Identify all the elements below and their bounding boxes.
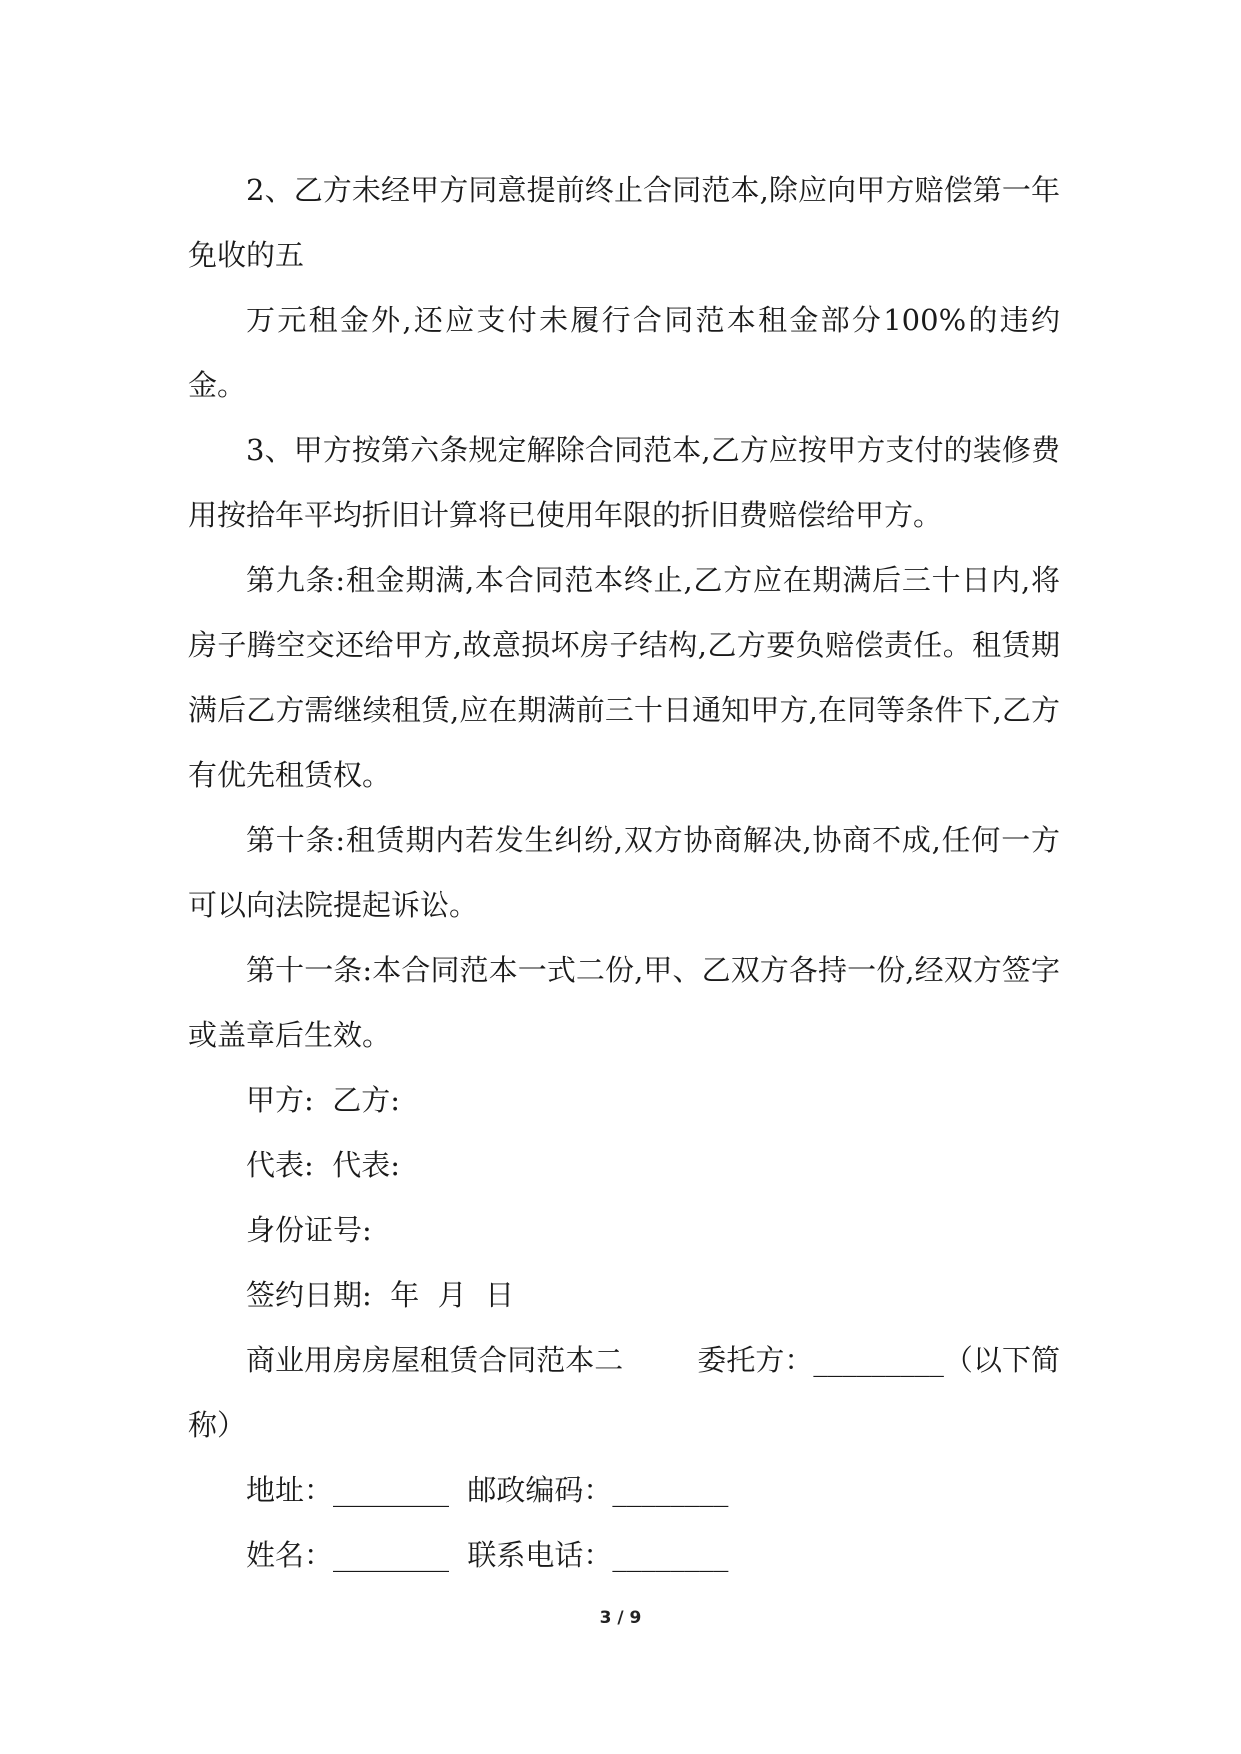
sign-date-line: 签约日期: 年 月 日 <box>246 1278 515 1312</box>
sign-parties-line: 甲方: 乙方: <box>246 1083 400 1117</box>
sign-id-number-line: 身份证号: <box>246 1213 372 1247</box>
address-postcode-line: 地址：________ 邮政编码：________ <box>246 1473 729 1507</box>
page-number: 3 / 9 <box>599 1608 642 1628</box>
document-body <box>188 158 1060 1588</box>
sign-representatives-line: 代表: 代表: <box>246 1148 400 1182</box>
paragraph-breach-clause-2: 2、乙方未经甲方同意提前终止合同范本,除应向甲方赔偿第一年免收的五 <box>188 173 1060 272</box>
paragraph-article-10: 第十条:租赁期内若发生纠纷,双方协商解决,协商不成,任何一方可以向法院提起诉讼。 <box>188 823 1060 922</box>
paragraph-breach-clause-2-cont: 万元租金外,还应支付未履行合同范本租金部分100%的违约金。 <box>188 303 1060 402</box>
name-phone-line: 姓名：________ 联系电话：________ <box>246 1538 729 1572</box>
second-contract-intro: 商业用房房屋租赁合同范本二 委托方：_________（以下简称） <box>188 1343 1060 1442</box>
paragraph-article-11: 第十一条:本合同范本一式二份,甲、乙双方各持一份,经双方签字或盖章后生效。 <box>188 953 1060 1052</box>
paragraph-article-9: 第九条:租金期满,本合同范本终止,乙方应在期满后三十日内,将房子腾空交还给甲方,故意损坏房子结构,乙方要负赔偿责任。租赁期满后乙方需继续租赁,应在期满前三十日通知甲方,在同等条件下,乙方有优先租赁权。 <box>188 563 1060 792</box>
paragraph-breach-clause-3: 3、甲方按第六条规定解除合同范本,乙方应按甲方支付的装修费用按拾年平均折旧计算将已使用年限的折旧费赔偿给甲方。 <box>188 433 1060 532</box>
